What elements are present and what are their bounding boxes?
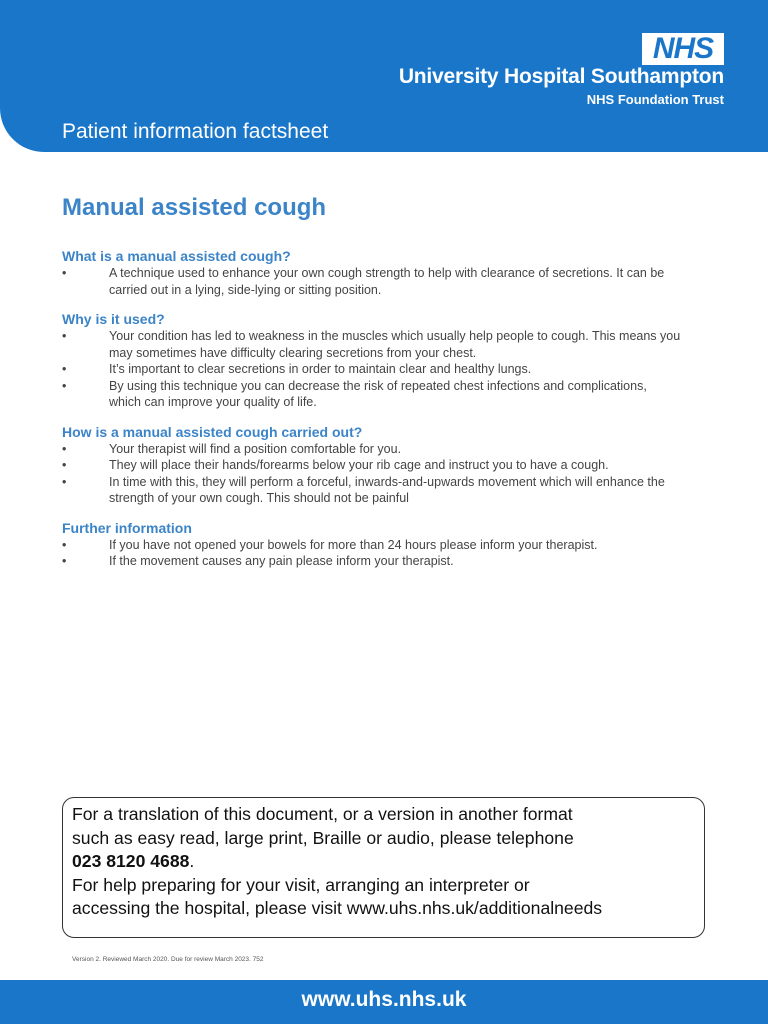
info-phone-line bbox=[72, 850, 704, 874]
section-how-carried-out bbox=[62, 424, 682, 507]
section-heading: Further information bbox=[62, 519, 192, 536]
list-item bbox=[62, 553, 682, 570]
bullet-icon: • bbox=[62, 458, 67, 472]
footer-website-link[interactable]: www.uhs.nhs.uk bbox=[301, 988, 467, 1011]
organization-name: University Hospital Southampton bbox=[398, 65, 724, 88]
bullet-icon: • bbox=[62, 329, 67, 343]
document-type: Patient information factsheet bbox=[62, 120, 329, 143]
list-item bbox=[62, 378, 682, 411]
list-item-text: Your therapist will find a position comfortable for you. bbox=[109, 441, 402, 456]
list-item bbox=[62, 537, 682, 554]
info-line: For help preparing for your visit, arranging an interpreter or bbox=[72, 874, 530, 895]
list-item bbox=[62, 265, 682, 298]
info-line: For a translation of this document, or a version in another format bbox=[72, 804, 573, 824]
section-why-used bbox=[62, 311, 682, 411]
bullet-icon: • bbox=[62, 362, 67, 376]
bullet-list bbox=[62, 537, 682, 570]
bullet-list bbox=[62, 328, 682, 411]
section-what-is bbox=[62, 248, 682, 298]
header-banner bbox=[0, 0, 768, 152]
section-heading: Why is it used? bbox=[62, 311, 165, 327]
bullet-list bbox=[62, 441, 682, 507]
version-note: Version 2. Reviewed March 2020. Due for review March 2023. 752 bbox=[72, 956, 264, 963]
bullet-list bbox=[62, 265, 682, 298]
list-item bbox=[62, 361, 682, 378]
footer-banner bbox=[0, 980, 768, 1024]
info-line: such as easy read, large print, Braille or audio, please telephone bbox=[72, 827, 574, 848]
bullet-icon: • bbox=[62, 537, 67, 552]
list-item-text: If you have not opened your bowels for more than 24 hours please inform your therapist. bbox=[109, 537, 598, 552]
factsheet-content bbox=[62, 248, 682, 583]
page-title: Manual assisted cough bbox=[62, 194, 327, 221]
phone-suffix: . bbox=[189, 851, 195, 872]
organization-subtitle: NHS Foundation Trust bbox=[586, 92, 724, 107]
list-item-text: Your condition has led to weakness in the muscles which usually help people to cough. This means you may sometimes have difficulty clearing secretions from your chest. bbox=[109, 329, 681, 360]
info-line: accessing the hospital, please visit www.uhs.nhs.uk/additionalneeds bbox=[72, 898, 603, 919]
phone-number[interactable]: 023 8120 4688 bbox=[72, 851, 190, 872]
list-item-text: In time with this, they will perform a forceful, inwards-and-upwards movement which will enhance the strength of your own cough. This should not be painful bbox=[109, 474, 665, 505]
bullet-icon: • bbox=[62, 441, 67, 456]
list-item bbox=[62, 457, 682, 474]
bullet-icon: • bbox=[62, 474, 67, 489]
accessibility-info-box bbox=[62, 797, 705, 938]
bullet-icon: • bbox=[62, 378, 67, 393]
section-heading: How is a manual assisted cough carried out? bbox=[62, 423, 363, 440]
list-item bbox=[62, 328, 682, 361]
section-heading: What is a manual assisted cough? bbox=[62, 248, 291, 264]
nhs-logo: NHS bbox=[642, 33, 724, 65]
list-item-text: A technique used to enhance your own cough strength to help with clearance of secretions. It can be carried out in a lying, side-lying or sitting position. bbox=[109, 266, 665, 297]
list-item-text: It’s important to clear secretions in order to maintain clear and healthy lungs. bbox=[109, 362, 532, 376]
list-item-text: If the movement causes any pain please inform your therapist. bbox=[109, 554, 454, 568]
list-item-text: They will place their hands/forearms below your rib cage and instruct you to have a cough. bbox=[109, 458, 609, 472]
bullet-icon: • bbox=[62, 554, 67, 568]
bullet-icon: • bbox=[62, 266, 67, 280]
section-further-information bbox=[62, 520, 682, 570]
list-item bbox=[62, 441, 682, 458]
list-item-text: By using this technique you can decrease the risk of repeated chest infections and complications, which can improve your quality of life. bbox=[109, 378, 647, 409]
list-item bbox=[62, 474, 682, 507]
